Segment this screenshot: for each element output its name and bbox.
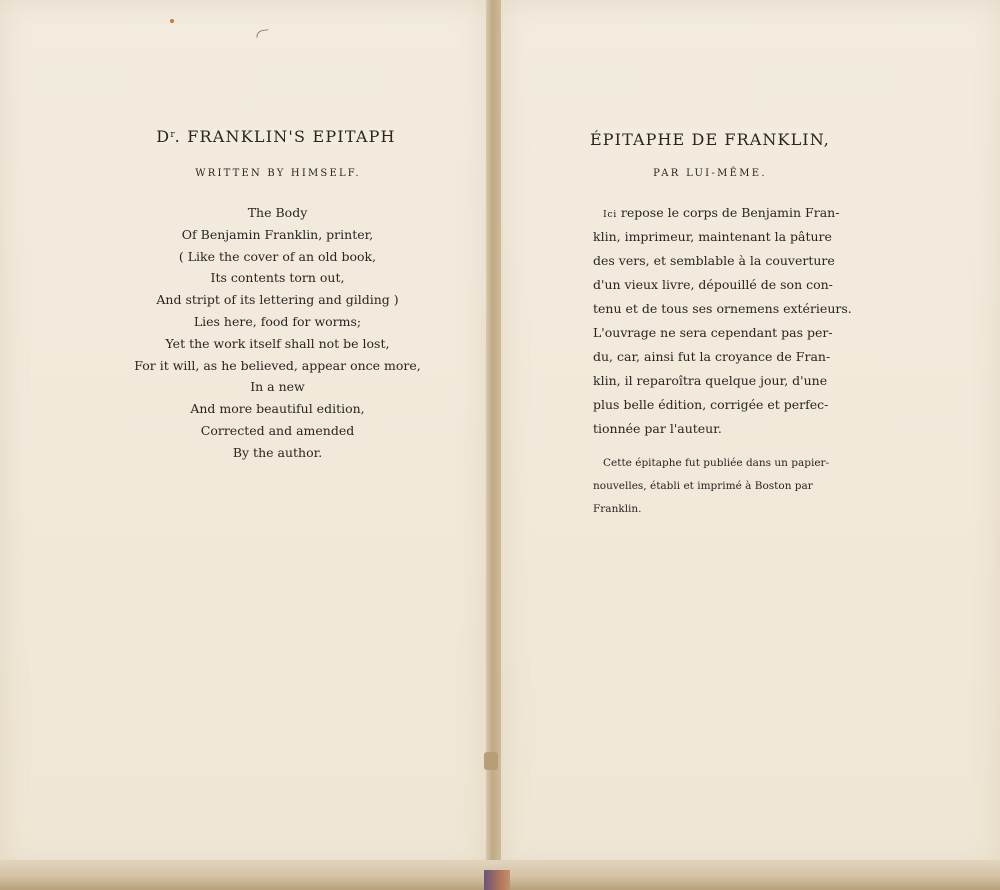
title-superscript: r	[170, 130, 175, 140]
translation-line: plus belle édition, corrigée et perfec-	[593, 397, 829, 412]
poem-line: In a new	[250, 379, 305, 395]
spine-cloth	[484, 870, 510, 890]
note-line: Franklin.	[593, 503, 642, 515]
epitaph-poem	[0, 202, 555, 464]
left-page-subtitle: WRITTEN BY HIMSELF.	[195, 168, 361, 179]
translation-line: du, car, ainsi fut la croyance de Fran-	[593, 349, 831, 364]
publication-note	[593, 452, 843, 521]
poem-line: Its contents torn out,	[210, 270, 345, 286]
translation-line: tionnée par l'auteur.	[593, 421, 722, 436]
translation-line	[593, 201, 843, 225]
page-bottom-edge	[0, 860, 1000, 890]
epitaph-translation	[593, 201, 852, 441]
left-page-title	[0, 127, 552, 146]
paper-speck	[170, 19, 174, 23]
translation-line: tenu et de tous ses ornemens extérieurs.	[593, 301, 852, 316]
translation-line: des vers, et semblable à la couverture	[593, 253, 835, 268]
first-word: Ici	[603, 209, 617, 220]
poem-line: Yet the work itself shall not be lost,	[165, 335, 390, 351]
first-line-rest: repose le corps de Benjamin Fran-	[616, 205, 840, 220]
note-line: Cette épitaphe fut publiée dans un papier-	[603, 457, 830, 469]
poem-line: And stript of its lettering and gilding )	[156, 292, 399, 308]
poem-line: Corrected and amended	[200, 422, 355, 438]
translation-line: L'ouvrage ne sera cependant pas per-	[593, 325, 833, 340]
poem-line: Lies here, food for worms;	[193, 313, 362, 329]
gutter-stain	[484, 752, 498, 770]
title-rest: . FRANKLIN'S EPITAPH	[174, 127, 396, 146]
title-prefix: D	[156, 127, 171, 146]
translation-line: d'un vieux livre, dépouillé de son con-	[593, 277, 833, 292]
right-page-subtitle: PAR LUI-MÊME.	[653, 168, 767, 179]
poem-line: For it will, as he believed, appear once more,	[134, 357, 421, 373]
poem-line: Of Benjamin Franklin, printer,	[181, 226, 374, 242]
note-line: nouvelles, établi et imprimé à Boston par	[593, 480, 813, 492]
poem-line: By the author.	[232, 444, 323, 460]
poem-line: ( Like the cover of an old book,	[178, 248, 377, 264]
translation-line: klin, il reparoîtra quelque jour, d'une	[593, 373, 828, 388]
poem-line: The Body	[247, 205, 308, 220]
translation-line: klin, imprimeur, maintenant la pâture	[593, 229, 832, 244]
right-page-title: ÉPITAPHE DE FRANKLIN,	[590, 130, 830, 149]
poem-line: And more beautiful edition,	[190, 401, 365, 417]
